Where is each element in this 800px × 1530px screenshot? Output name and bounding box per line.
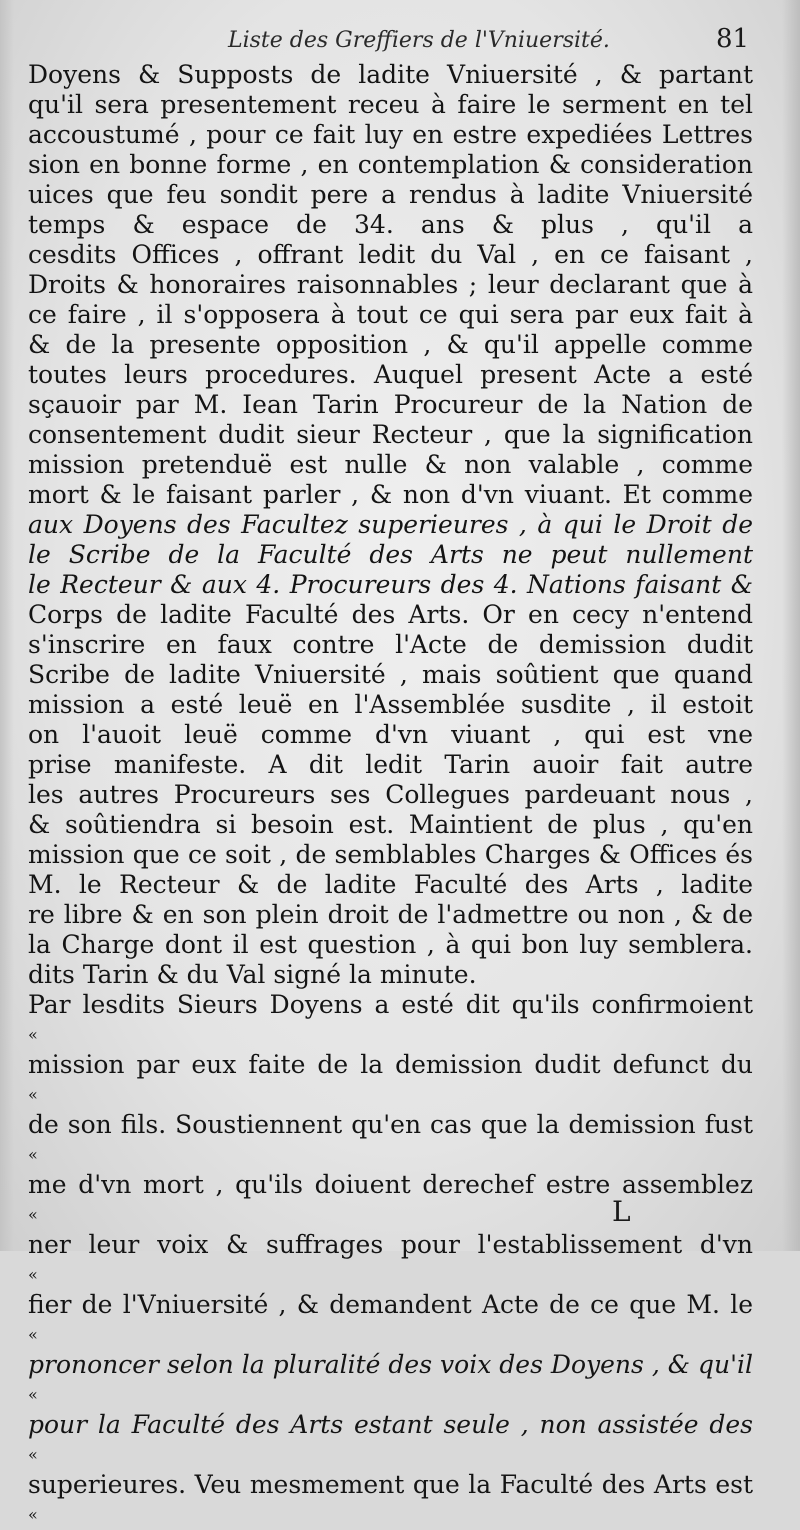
quotation-marker: « [28,1505,38,1524]
text-line-body [28,690,753,720]
text-line-body [28,870,753,900]
line-text: fier de l'Vniuersité , & demandent Acte de ce que M. le [28,1290,753,1319]
body-text [28,60,753,1530]
quotation-marker: « [28,1205,38,1224]
page-right-shadow [782,0,800,1251]
text-line [28,570,753,600]
text-line-body [28,1110,753,1140]
text-line-body [28,1470,753,1500]
text-line [28,690,753,720]
text-line [28,150,753,180]
line-text: temps & espace de 34. ans & plus , qu'il a [28,210,753,239]
text-line [28,1290,753,1350]
quotation-marker: « [28,1325,38,1344]
text-line-body [28,180,753,210]
text-line [28,840,753,870]
text-line-body [28,1050,753,1080]
text-line [28,510,753,540]
line-text: prise manifeste. A dit ledit Tarin auoir fait autre [28,750,753,779]
line-text: Droits & honoraires raisonnables ; leur declarant que à [28,270,753,299]
line-text: on l'auoit leuë comme d'vn viuant , qui est vne [28,720,753,749]
text-line [28,360,753,390]
line-text: ner leur voix & suffrages pour l'establissement d'vn [28,1230,753,1259]
line-text: Doyens & Supposts de ladite Vniuersité , & partant [28,60,753,89]
quotation-marker: « [28,1445,38,1464]
page-left-shadow [0,0,14,1251]
text-line-body [28,1410,753,1440]
text-line [28,240,753,270]
line-text: re libre & en son plein droit de l'admettre ou non , & de [28,900,753,929]
text-line-body [28,540,753,570]
text-line [28,600,753,630]
text-line-body [28,150,753,180]
text-line [28,900,753,930]
text-line [28,420,753,450]
text-line-body [28,930,753,960]
text-line-body [28,1350,753,1380]
text-line [28,60,753,90]
line-text: prononcer selon la pluralité des voix des Doyens , & qu'il [28,1350,753,1379]
text-line [28,810,753,840]
text-line-body [28,750,753,780]
text-line [28,330,753,360]
text-line [28,930,753,960]
text-line [28,990,753,1050]
text-line [28,1350,753,1410]
text-line-body [28,630,753,660]
line-text: ce faire , il s'opposera à tout ce qui sera par eux fait à [28,300,753,329]
text-line-body [28,1230,753,1260]
line-text: le Recteur & aux 4. Procureurs des 4. Nations faisant & [28,570,753,599]
quotation-marker: « [28,1265,38,1284]
text-line-body [28,210,753,240]
text-line [28,780,753,810]
text-line-body [28,300,753,330]
text-line [28,720,753,750]
line-text: mission pretenduë est nulle & non valable , comme [28,450,753,479]
page-header [0,22,800,58]
text-line-body [28,510,753,540]
quotation-marker: « [28,1085,38,1104]
line-text: accoustumé , pour ce fait luy en estre expediées Lettres [28,120,753,149]
text-line-body [28,120,753,150]
line-text: superieures. Veu mesmement que la Faculté des Arts est [28,1470,753,1499]
text-line-body [28,480,753,510]
text-line-body [28,1290,753,1320]
text-line [28,750,753,780]
text-line [28,450,753,480]
quotation-marker: « [28,1385,38,1404]
running-title: Liste des Greffiers de l'Vniuersité. [228,28,610,53]
text-line-body [28,570,753,600]
line-text: me d'vn mort , qu'ils doiuent derechef estre assemblez [28,1170,753,1199]
text-line-body [28,60,753,90]
line-text: les autres Procureurs ses Collegues pardeuant nous , [28,780,753,809]
text-line-body [28,360,753,390]
text-line-body [28,840,753,870]
quotation-marker: « [28,1025,38,1044]
text-line [28,1410,753,1470]
line-text: mission par eux faite de la demission dudit defunct du [28,1050,753,1079]
page-number: 81 [716,24,750,54]
line-text: mission a esté leuë en l'Assemblée susdite , il estoit [28,690,753,719]
text-line [28,660,753,690]
text-line-body [28,420,753,450]
text-line [28,90,753,120]
quotation-marker: « [28,1145,38,1164]
text-line-body [28,900,753,930]
line-text: dits Tarin & du Val signé la minute. [28,960,477,989]
text-line [28,870,753,900]
line-text: Par lesdits Sieurs Doyens a esté dit qu'ils confirmoient [28,990,753,1019]
line-text: sçauoir par M. Iean Tarin Procureur de la Nation de [28,390,753,419]
text-line-body [28,720,753,750]
text-line [28,180,753,210]
text-line [28,1230,753,1290]
text-line-body [28,810,753,840]
line-text: cesdits Offices , offrant ledit du Val , en ce faisant , [28,240,753,269]
text-line-body [28,330,753,360]
text-line-body [28,600,753,630]
text-line-body [28,660,753,690]
line-text: Scribe de ladite Vniuersité , mais soûtient que quand [28,660,753,689]
text-line [28,1110,753,1170]
line-text: la Charge dont il est question , à qui bon luy semblera. [28,930,753,959]
text-line-body [28,960,753,990]
text-line [28,300,753,330]
text-line [28,480,753,510]
text-line [28,270,753,300]
line-text: mission que ce soit , de semblables Charges & Offices és [28,840,753,869]
text-line-body [28,780,753,810]
text-line-body [28,1170,753,1200]
line-text: de son fils. Soustiennent qu'en cas que la demission fust [28,1110,753,1139]
text-line [28,1470,753,1530]
text-line-body [28,990,753,1020]
line-text: sion en bonne forme , en contemplation & consideration [28,150,753,179]
line-text: consentement dudit sieur Recteur , que la signification [28,420,753,449]
line-text: & de la presente opposition , & qu'il appelle comme [28,330,753,359]
text-line-body [28,390,753,420]
line-text: M. le Recteur & de ladite Faculté des Arts , ladite [28,870,753,899]
text-line-body [28,450,753,480]
line-text: uices que feu sondit pere a rendus à ladite Vniuersité [28,180,753,209]
text-line [28,630,753,660]
line-text: pour la Faculté des Arts estant seule , non assistée des [28,1410,753,1439]
line-text: qu'il sera presentement receu à faire le serment en tel [28,90,753,119]
line-text: aux Doyens des Facultez superieures , à qui le Droit de [28,510,753,539]
text-line [28,1050,753,1110]
text-line [28,390,753,420]
text-line-body [28,90,753,120]
text-line [28,120,753,150]
line-text: & soûtiendra si besoin est. Maintient de plus , qu'en [28,810,753,839]
signature-mark: L [612,1195,631,1228]
line-text: le Scribe de la Faculté des Arts ne peut nullement [28,540,753,569]
text-line [28,210,753,240]
text-line [28,960,753,990]
text-line-body [28,240,753,270]
line-text: mort & le faisant parler , & non d'vn viuant. Et comme [28,480,753,509]
line-text: toutes leurs procedures. Auquel present Acte a esté [28,360,753,389]
text-line-body [28,270,753,300]
line-text: Corps de ladite Faculté des Arts. Or en cecy n'entend [28,600,753,629]
text-line [28,540,753,570]
text-line [28,1170,753,1230]
line-text: s'inscrire en faux contre l'Acte de demission dudit [28,630,753,659]
